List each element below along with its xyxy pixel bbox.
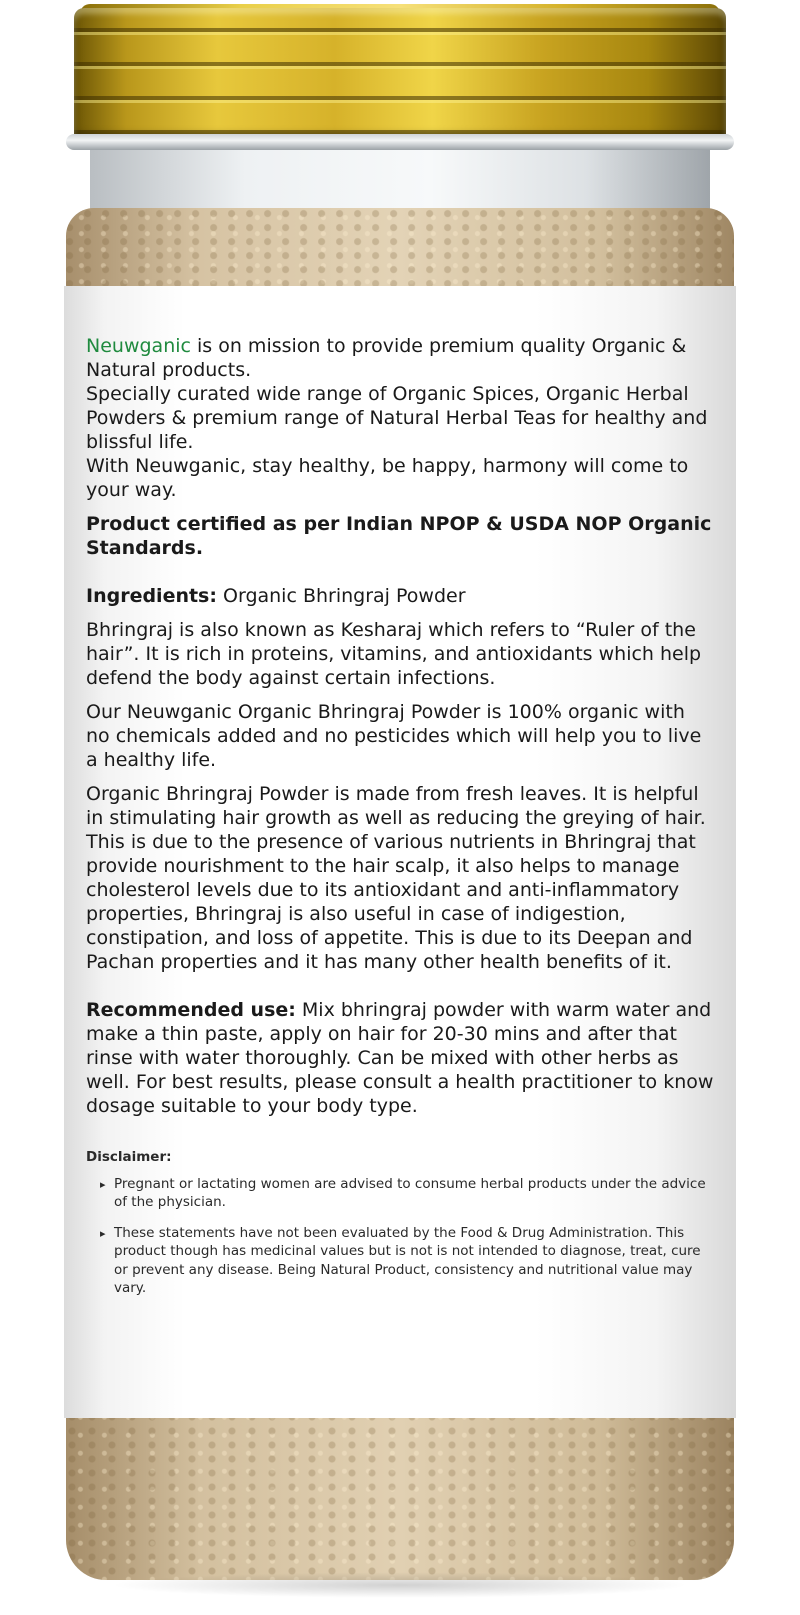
ingredients-value: Organic Bhringraj Powder	[216, 585, 466, 607]
label-text	[86, 334, 714, 1310]
disclaimer-section	[86, 1148, 714, 1298]
intro-line-2: Specially curated wide range of Organic Spices, Organic Herbal Powders & premium range of Natural Herbal Teas for healthy and blissful life.	[86, 383, 708, 453]
description-paragraph-3: Organic Bhringraj Powder is made from fresh leaves. It is helpful in stimulating hair growth as well as reducing the greying of hair. This is due to the presence of various nutrients in Bhringraj that provide nourishment to the hair scalp, it also helps to manage cholesterol levels due to its antioxidant and anti-inflammatory properties, Bhringraj is also useful in case of indigestion, constipation, and loss of appetite. This is due to its Deepan and Pachan properties and it has many other health benefits of it.	[86, 783, 706, 973]
disclaimer-item: ▸ These statements have not been evaluated by the Food & Drug Administration. This product though has medicinal values but is not is not intended to diagnose, treat, cure or prevent any disease. Being Natural Product, consistency and nutritional value may vary.	[100, 1224, 701, 1296]
powder-visible-top	[66, 208, 734, 298]
jar-lid-rim	[66, 134, 734, 150]
disclaimer-list	[86, 1175, 714, 1298]
description-paragraph-1: Bhringraj is also known as Kesharaj which refers to “Ruler of the hair”. It is rich in proteins, vitamins, and antioxidants which help defend the body against certain infections.	[86, 619, 702, 689]
jar-shadow	[110, 1572, 690, 1598]
brand-name: Neuwganic	[86, 335, 191, 357]
description-paragraph-2: Our Neuwganic Organic Bhringraj Powder is 100% organic with no chemicals added and no pesticides which will help you to live a healthy life.	[86, 701, 702, 771]
disclaimer-title: Disclaimer:	[86, 1149, 172, 1165]
recommended-use-label: Recommended use:	[86, 999, 296, 1021]
ingredients-label: Ingredients:	[86, 585, 217, 607]
gold-jar-lid	[74, 8, 726, 140]
bullet-arrow-icon: ▸	[100, 1226, 106, 1240]
intro-line-1: Neuwganic is on mission to provide premium quality Organic & Natural products.	[86, 335, 687, 381]
disclaimer-item: ▸ Pregnant or lactating women are advised to consume herbal products under the advice of the physician.	[100, 1175, 706, 1210]
bullet-arrow-icon: ▸	[100, 1177, 106, 1191]
powder-visible-bottom	[66, 1410, 734, 1580]
certification-statement: Product certified as per Indian NPOP & USDA NOP Organic Standards.	[86, 513, 712, 559]
intro-line-3: With Neuwganic, stay healthy, be happy, harmony will come to your way.	[86, 455, 689, 501]
recommended-use	[86, 998, 714, 1118]
recommended-use-text: Mix bhringraj powder with warm water and make a thin paste, apply on hair for 20-30 mins and after that rinse with water thoroughly. Can be mixed with other herbs as well. For best results, please consult a health practitioner to know dosage suitable to your body type.	[86, 999, 714, 1117]
ingredients-line	[86, 584, 714, 608]
